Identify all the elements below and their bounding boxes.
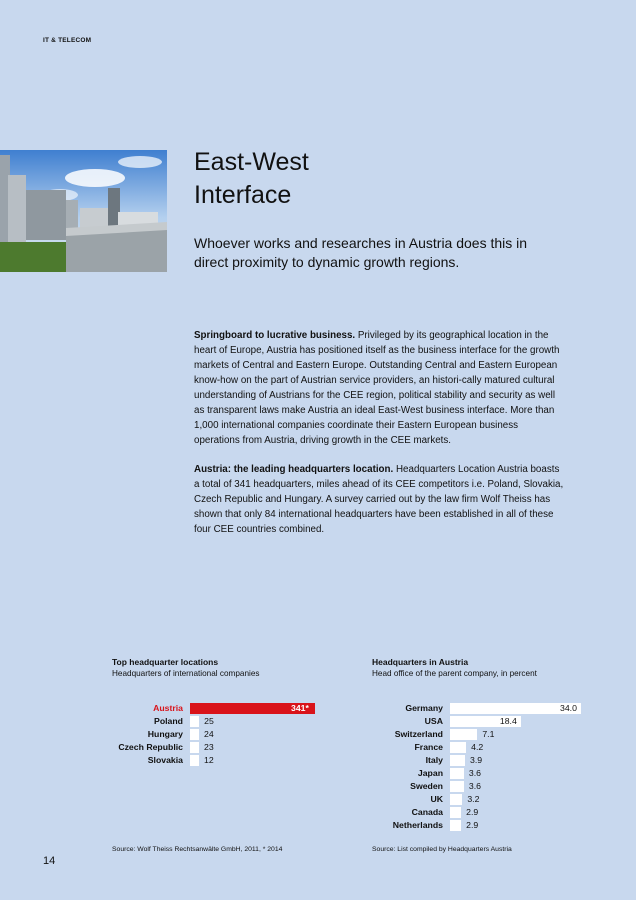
paragraph-2-lead: Austria: the leading headquarters location.	[194, 464, 394, 475]
chart-1-subtitle: Headquarters of international companies	[112, 669, 260, 678]
bar-poland	[190, 716, 199, 727]
bar-value-sweden: 3.6	[468, 781, 481, 791]
page-number: 14	[43, 855, 56, 867]
bar-label-hungary: Hungary	[147, 729, 183, 739]
bar-sweden	[450, 781, 464, 792]
title-line-2: Interface	[194, 181, 292, 209]
bar-value-france: 4.2	[471, 742, 484, 752]
bar-label-canada: Canada	[411, 807, 443, 817]
bar-label-uk: UK	[430, 794, 443, 804]
bar-netherlands	[450, 820, 461, 831]
bar-hungary	[190, 729, 199, 740]
bar-japan	[450, 768, 464, 779]
paragraph-2-text: Headquarters Location Austria boasts a total of 341 headquarters, miles ahead of its CEE competitors i.e. Poland, Slovakia, Czech Republic and Hungary. A survey carried out by the law firm Wolf Theiss has shown that only 84 international headquarters have been established in all of these four CEE countries combined.	[194, 464, 564, 535]
bar-value-czech-republic: 23	[204, 742, 214, 752]
bar-switzerland	[450, 729, 477, 740]
chart-1-title: Top headquarter locations	[112, 657, 219, 667]
body-text	[194, 328, 564, 551]
bar-label-switzerland: Switzerland	[394, 729, 443, 739]
bar-value-usa: 18.4	[499, 716, 517, 726]
bar-czech-republic	[190, 742, 199, 753]
bar-value-canada: 2.9	[466, 807, 479, 817]
bar-label-usa: USA	[424, 716, 443, 726]
bar-value-slovakia: 12	[204, 755, 214, 765]
bar-label-italy: Italy	[425, 755, 443, 765]
bar-label-czech-republic: Czech Republic	[118, 742, 183, 752]
bar-value-netherlands: 2.9	[466, 820, 479, 830]
bar-label-sweden: Sweden	[410, 781, 443, 791]
paragraph-headquarters	[194, 462, 564, 537]
chart-1-source: Source: Wolf Theiss Rechtsanwälte GmbH, 2011, * 2014	[112, 846, 283, 853]
bar-value-uk: 3.2	[467, 794, 480, 804]
bar-canada	[450, 807, 461, 818]
title-line-1: East-West	[194, 148, 309, 176]
city-skyline-image	[0, 150, 167, 272]
city-photo	[0, 150, 167, 272]
chart-2-title: Headquarters in Austria	[372, 657, 469, 667]
page-title	[194, 146, 309, 212]
bar-label-germany: Germany	[405, 703, 443, 713]
chart-2-subtitle: Head office of the parent company, in percent	[372, 669, 537, 678]
bar-value-germany: 34.0	[560, 703, 577, 713]
bar-label-austria: Austria	[153, 703, 183, 713]
bar-label-slovakia: Slovakia	[147, 755, 183, 765]
bar-label-france: France	[414, 742, 443, 752]
bar-slovakia	[190, 755, 199, 766]
bar-italy	[450, 755, 465, 766]
paragraph-springboard	[194, 328, 564, 448]
bar-value-hungary: 24	[204, 729, 214, 739]
subtitle: Whoever works and researches in Austria does this in direct proximity to dynamic growth regions.	[194, 235, 528, 270]
bar-france	[450, 742, 466, 753]
bar-label-netherlands: Netherlands	[392, 820, 443, 830]
bar-value-poland: 25	[204, 716, 214, 726]
chart-2-source: Source: List compiled by Headquarters Austria	[372, 846, 512, 853]
section-label: IT & TELECOM	[43, 37, 92, 44]
paragraph-1-text: Privileged by its geographical location in the heart of Europe, Austria has positioned itself as the business interface for the growth markets of Central and Eastern Europe. Outstanding Central and Eastern European know-how on the part of Austrian service providers, an histori-cally matured cultural understanding of Austrians for the CEE region, political stability and security as well as transparent laws make Austria an ideal East-West business interface. More than 1,000 international companies coordinate their Eastern European business operations from Austria, driving growth in the CEE markets.	[194, 330, 560, 446]
bar-value-austria: 341*	[291, 703, 309, 713]
bar-value-japan: 3.6	[468, 768, 481, 778]
bar-label-japan: Japan	[417, 768, 443, 778]
bar-uk	[450, 794, 462, 805]
bar-value-italy: 3.9	[470, 755, 483, 765]
bar-value-switzerland: 7.1	[482, 729, 495, 739]
bar-label-poland: Poland	[154, 716, 183, 726]
paragraph-1-lead: Springboard to lucrative business.	[194, 330, 356, 341]
